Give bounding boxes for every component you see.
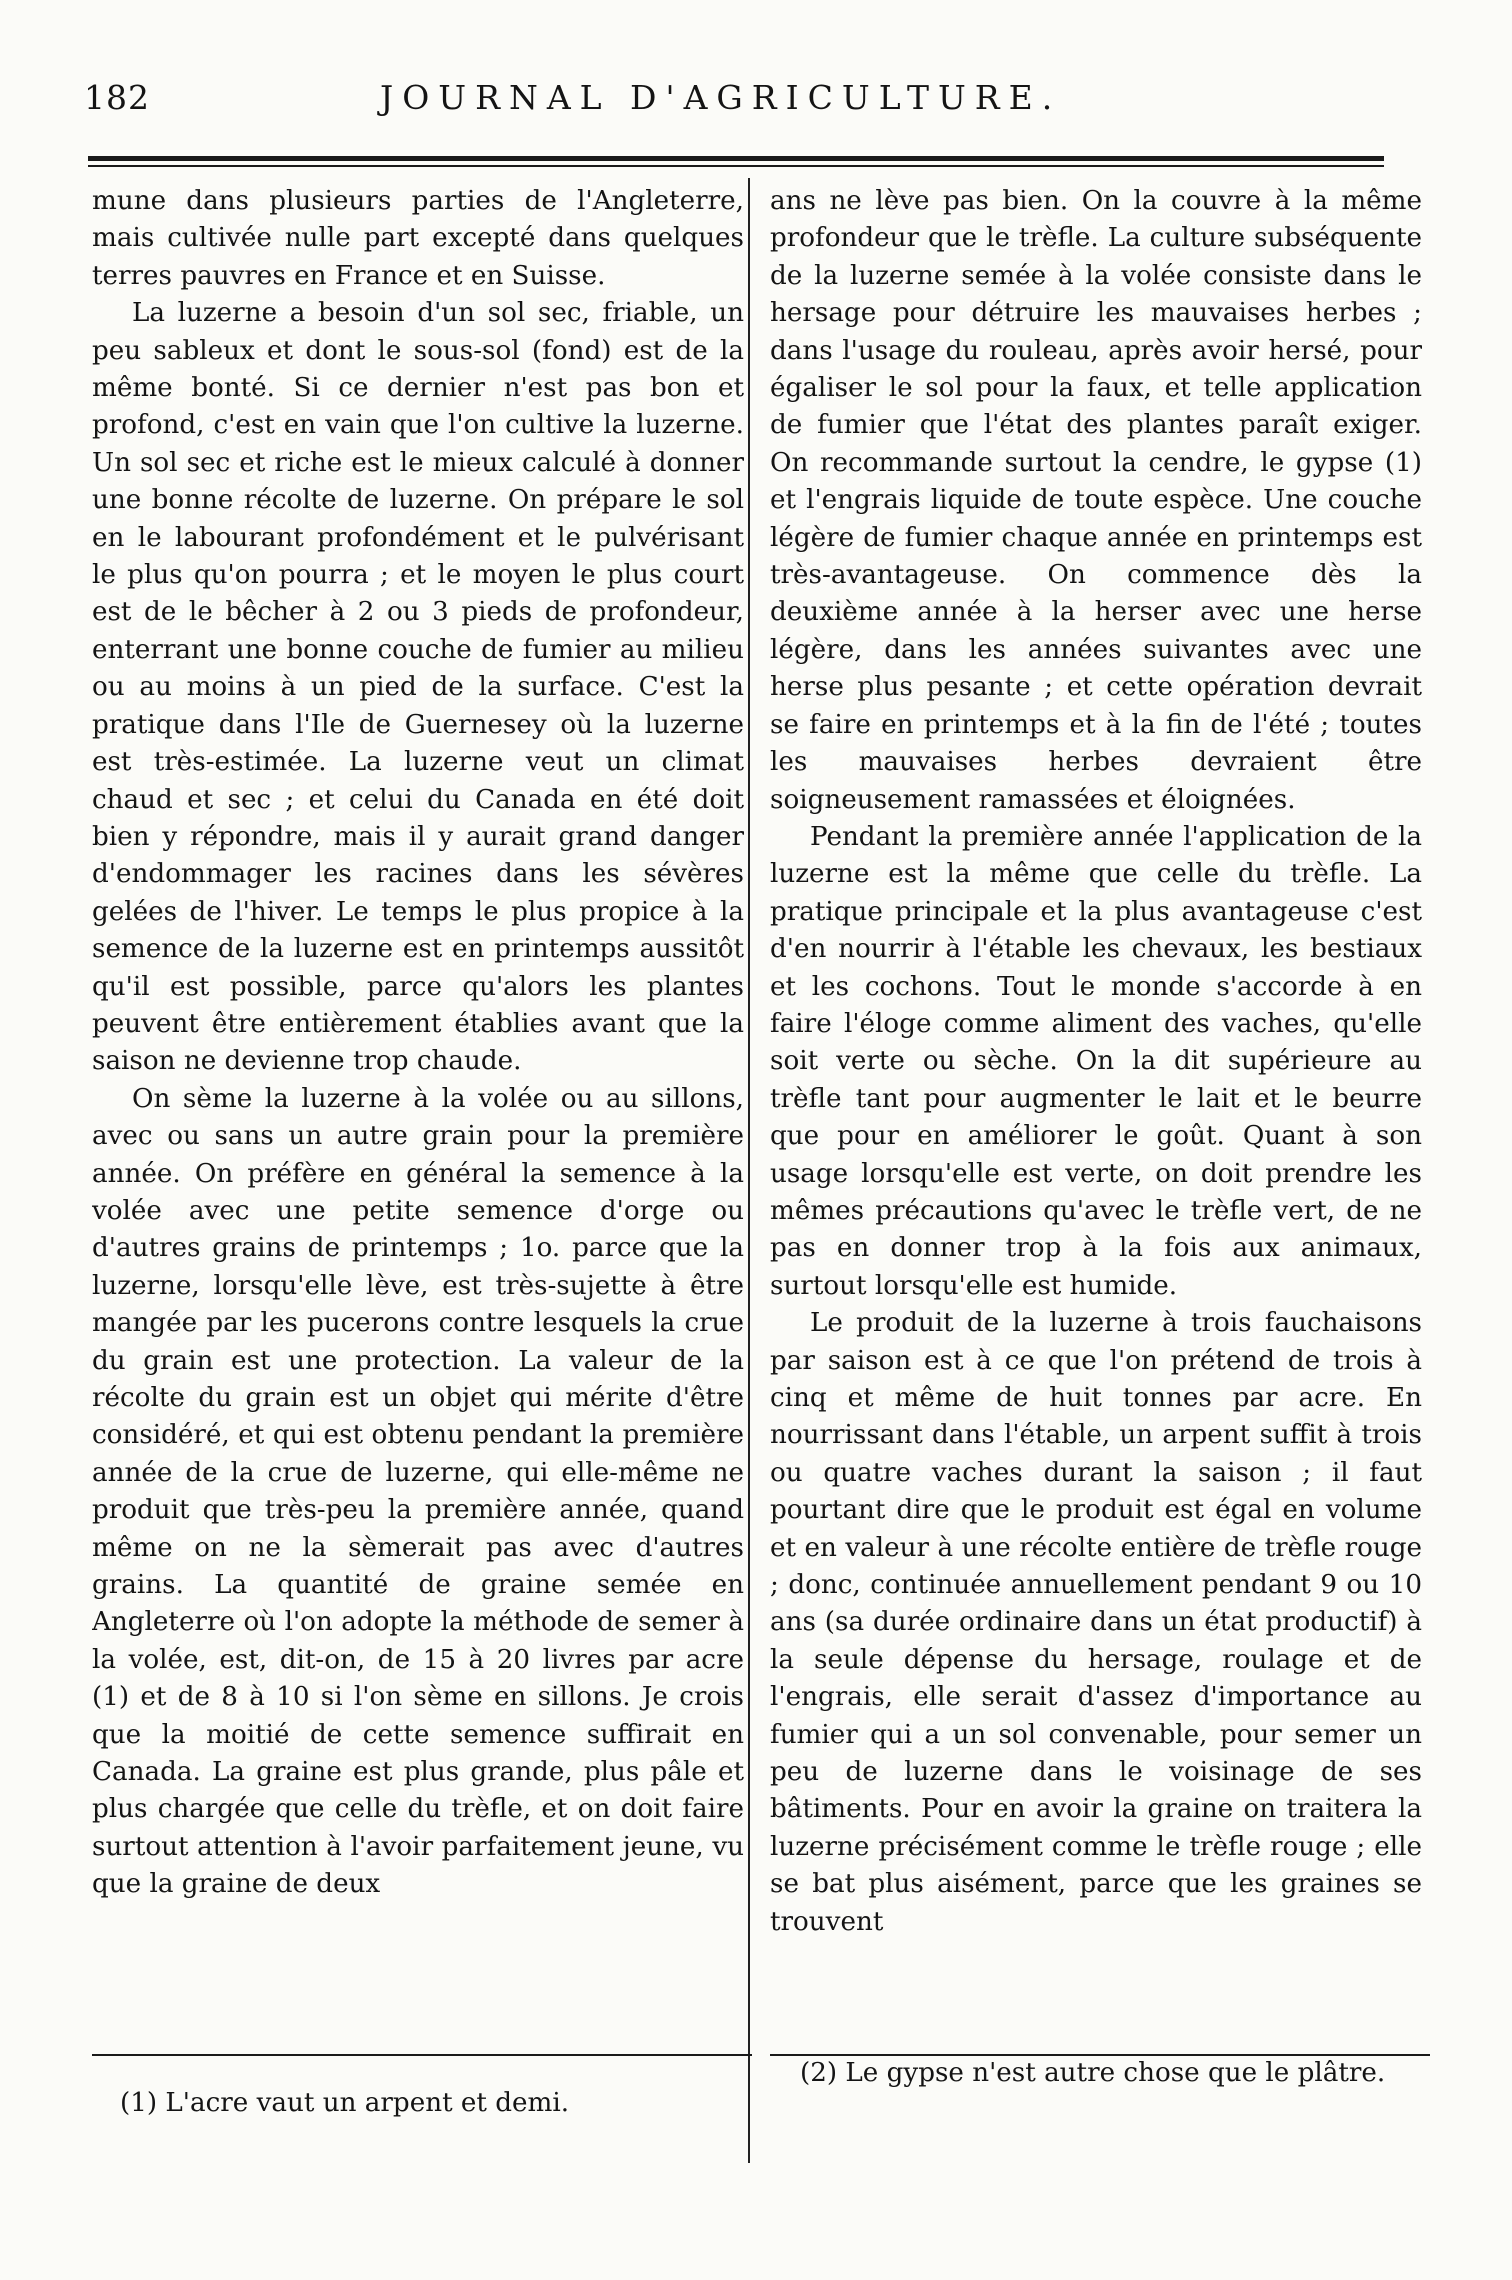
paragraph: Le produit de la luzerne à trois fauchaisons par saison est à ce que l'on prétend de trois à cinq et même de huit tonnes par acre. En nourrissant dans l'étable, un arpent suffit à trois ou quatre vaches durant la saison ; il faut pourtant dire que le produit est égal en volume et en valeur à une récolte entière de trèfle rouge ; donc, continuée annuellement pendant 9 ou 10 ans (sa durée ordinaire dans un état productif) à la seule dépense du hersage, roulage et de l'engrais, elle serait d'assez d'importance au fumier qui a un sol convenable, pour semer un peu de luzerne dans le voisinage de ses bâtiments. Pour en avoir la graine on traitera la luzerne précisément comme le trèfle rouge ; elle se bat plus aisément, parce que les graines se trouvent [770, 1308, 1422, 1937]
paragraph: On sème la luzerne à la volée ou au sillons, avec ou sans un autre grain pour la première année. On préfère en général la semence à la volée avec une petite semence d'orge ou d'autres grains de printemps ; 1o. parce que la luzerne, lorsqu'elle lève, est très-sujette à être mangée par les pucerons contre lesquels la crue du grain est une protection. La valeur de la récolte du grain est un objet qui mérite d'être considéré, et qui est obtenu pendant la première année de la crue de luzerne, qui elle-même ne produit que très-peu la première année, quand même on ne la sèmerait pas avec d'autres grains. La quantité de graine semée en Angleterre où l'on adopte la méthode de semer à la volée, est, dit-on, de 15 à 20 livres par acre (1) et de 8 à 10 si l'on sème en sillons. Je crois que la moitié de cette semence suffirait en Canada. La graine est plus grande, plus pâle et plus chargée que celle du trèfle, et on doit faire surtout attention à l'avoir parfaitement jeune, vu que la graine de deux [92, 1083, 744, 1900]
left-column [92, 183, 744, 2028]
running-header [0, 72, 1512, 132]
footnote-left: (1) L'acre vaut un arpent et demi. [120, 2088, 570, 2118]
column-divider [748, 178, 750, 2163]
footnote-rule-left [92, 2054, 752, 2056]
journal-title: JOURNAL D'AGRICULTURE. [380, 78, 1062, 117]
footnote-right: (2) Le gypse n'est autre chose que le plâtre. [800, 2058, 1386, 2088]
page-number: 182 [84, 78, 150, 117]
paragraph: La luzerne a besoin d'un sol sec, friable, un peu sableux et dont le sous-sol (fond) est de la même bonté. Si ce dernier n'est pas bon et profond, c'est en vain que l'on cultive la luzerne. Un sol sec et riche est le mieux calculé à donner une bonne récolte de luzerne. On prépare le sol en le labourant profondément et le pulvérisant le plus qu'on pourra ; et le moyen le plus court est de le bêcher à 2 ou 3 pieds de profondeur, enterrant une bonne couche de fumier au milieu ou au moins à un pied de la surface. C'est la pratique dans l'Ile de Guernesey où la luzerne est très-estimée. La luzerne veut un climat chaud et sec ; et celui du Canada en été doit bien y répondre, mais il y aurait grand danger d'endommager les racines dans les sévères gelées de l'hiver. Le temps le plus propice à la semence de la luzerne est en printemps aussitôt qu'il est possible, parce qu'alors les plantes peuvent être entièrement établies avant que la saison ne devienne trop chaude. [92, 298, 744, 1077]
header-rule-thin [88, 165, 1384, 167]
paragraph: mune dans plusieurs parties de l'Angleterre, mais cultivée nulle part excepté dans quelques terres pauvres en France et en Suisse. [92, 186, 744, 291]
right-column [770, 183, 1422, 2028]
paragraph: Pendant la première année l'application de la luzerne est la même que celle du trèfle. La pratique principale et la plus avantageuse c'est d'en nourrir à l'étable les chevaux, les bestiaux et les cochons. Tout le monde s'accorde à en faire l'éloge comme aliment des vaches, qu'elle soit verte ou sèche. On la dit supérieure au trèfle tant pour augmenter le lait et le beurre que pour en améliorer le goût. Quant à son usage lorsqu'elle est verte, on doit prendre les mêmes précautions qu'avec le trèfle vert, de ne pas en donner trop à la fois aux animaux, surtout lorsqu'elle est humide. [770, 821, 1422, 1301]
paragraph: ans ne lève pas bien. On la couvre à la même profondeur que le trèfle. La culture subséquente de la luzerne semée à la volée consiste dans le hersage pour détruire les mauvaises herbes ; dans l'usage du rouleau, après avoir hersé, pour égaliser le sol pour la faux, et telle application de fumier que l'état des plantes paraît exiger. On recommande surtout la cendre, le gypse (1) et l'engrais liquide de toute espèce. Une couche légère de fumier chaque année en printemps est très-avantageuse. On commence dès la deuxième année à la herser avec une herse légère, dans les années suivantes avec une herse plus pesante ; et cette opération devrait se faire en printemps et à la fin de l'été ; toutes les mauvaises herbes devraient être soigneusement ramassées et éloignées. [770, 186, 1422, 815]
header-rule-thick [88, 156, 1384, 161]
